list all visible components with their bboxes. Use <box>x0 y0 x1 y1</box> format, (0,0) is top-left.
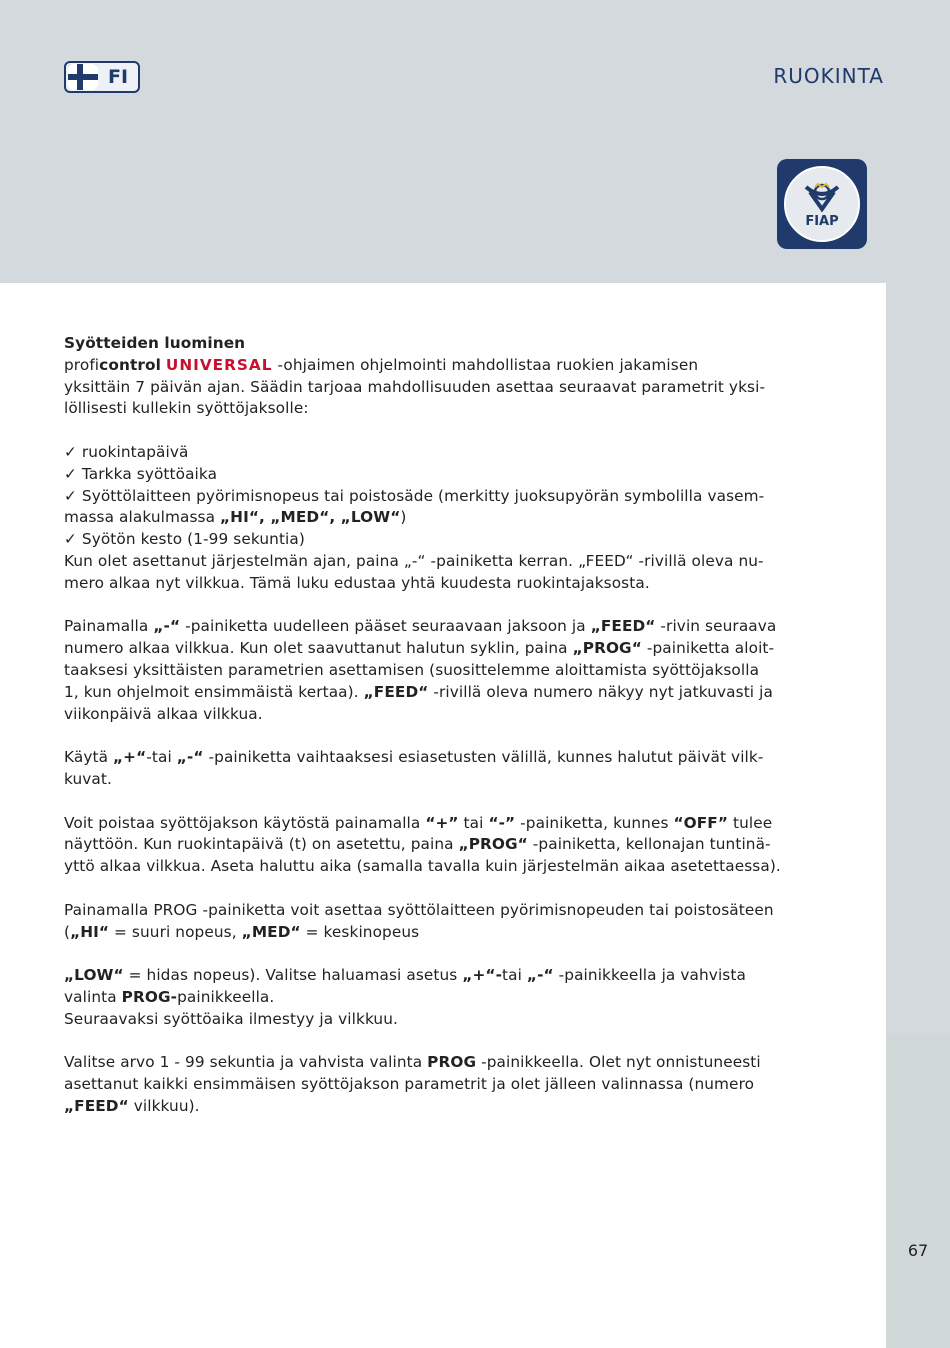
key-label: „PROG“ <box>572 639 642 658</box>
key-label: „-“ <box>526 966 554 985</box>
intro-line-2: yksittäin 7 päivän ajan. Säädin tarjoaa mahdollisuuden asettaa seuraavat parametrit yksi- <box>64 377 766 396</box>
paragraph-2-line-4 <box>64 682 870 704</box>
paragraph-7-line-3 <box>64 1096 870 1118</box>
paragraph-6-line-1 <box>64 965 870 987</box>
key-label: “-” <box>488 813 516 832</box>
brand-prefix: profi <box>64 355 100 374</box>
key-label: „FEED“ <box>363 682 429 701</box>
text: = keskinopeus <box>300 922 420 941</box>
key-label: PROG- <box>121 987 178 1006</box>
key-label: PROG <box>427 1053 477 1072</box>
section-title: RUOKINTA <box>773 64 884 88</box>
paragraph-5-line-2 <box>64 922 870 944</box>
check-item <box>64 442 870 464</box>
key-label: „PROG“ <box>458 835 528 854</box>
paragraph-4-line-2 <box>64 834 870 856</box>
paragraph-2-line-3: taaksesi yksittäisten parametrien asettamisen (suosittelemme aloittamista syöttöjaksolla <box>64 660 760 679</box>
key-label: “OFF” <box>673 813 729 832</box>
text: ) <box>400 508 407 527</box>
text: vilkkuu). <box>128 1096 200 1115</box>
check-item <box>64 486 870 508</box>
text: -rivin seuraava <box>655 617 777 636</box>
key-label: „MED“ <box>241 922 301 941</box>
paragraph-1-line-1: Kun olet asettanut järjestelmän ajan, paina „-“ -painiketta kerran. „FEED“ -rivillä oleva nu- <box>64 551 764 570</box>
language-badge <box>64 61 140 93</box>
speed-labels: „HI“, „MED“, „LOW“ <box>220 508 401 527</box>
paragraph-2-line-2 <box>64 638 870 660</box>
intro-line-3: löllisesti kullekin syöttöjaksolle: <box>64 399 309 418</box>
text: ( <box>64 922 71 941</box>
text: valinta <box>64 987 122 1006</box>
logo-text: FIAP <box>805 214 839 229</box>
section-heading: Syötteiden luominen <box>64 334 246 352</box>
paragraph-7-line-1 <box>64 1052 870 1074</box>
text: -painikkeella ja vahvista <box>553 966 746 985</box>
brand-control: control <box>99 355 161 374</box>
fiap-logo-icon <box>777 159 867 249</box>
paragraph-1-line-2: mero alkaa nyt vilkkua. Tämä luku edustaa yhtä kuudesta ruokintajaksosta. <box>64 573 650 592</box>
paragraph-6-line-3: Seuraavaksi syöttöaika ilmestyy ja vilkkuu. <box>64 1009 398 1028</box>
check-item <box>64 464 870 486</box>
right-side-strip-lower <box>886 1035 950 1348</box>
paragraph-7-line-2: asettanut kaikki ensimmäisen syöttöjakson parametrit ja olet jälleen valinnassa (numero <box>64 1075 755 1094</box>
text: -painiketta vaihtaaksesi esiasetusten välillä, kunnes halutut päivät vilk- <box>203 748 764 767</box>
check-item-text: Syöttölaitteen pyörimisnopeus tai poistosäde (merkitty juoksupyörän symbolilla vasem- <box>81 486 765 505</box>
text: massa alakulmassa <box>64 508 221 527</box>
text: tai <box>458 813 489 832</box>
language-code: FI <box>108 66 129 88</box>
intro-rest: -ohjaimen ohjelmointi mahdollistaa ruokien jakamisen <box>272 355 699 374</box>
paragraph-4-line-3: yttö alkaa vilkkua. Aseta haluttu aika (samalla tavalla kuin järjestelmän aikaa asetettaessa). <box>64 857 781 876</box>
paragraph-2-line-1 <box>64 616 870 638</box>
key-label: “+” <box>425 813 459 832</box>
text: numero alkaa vilkkua. Kun olet saavuttanut halutun syklin, paina <box>64 639 573 658</box>
text: 1, kun ohjelmoit ensimmäistä kertaa). <box>64 682 364 701</box>
key-label: „HI“ <box>70 922 110 941</box>
text: -painikkeella. Olet nyt onnistuneesti <box>476 1053 761 1072</box>
key-label: „-“ <box>176 748 204 767</box>
page-number: 67 <box>907 1241 929 1260</box>
text: -painiketta aloit- <box>641 639 775 658</box>
text: Käytä <box>64 748 114 767</box>
intro-line-1 <box>64 355 870 377</box>
paragraph-5-line-1: Painamalla PROG -painiketta voit asettaa syöttölaitteen pyörimisnopeuden tai poistosäteen <box>64 900 774 919</box>
check-item-continued <box>64 507 870 529</box>
key-label: „FEED“ <box>590 617 656 636</box>
text: -tai <box>146 748 177 767</box>
text: näyttöön. Kun ruokintapäivä (t) on asetettu, paina <box>64 835 459 854</box>
paragraph-3-line-1 <box>64 747 870 769</box>
text: Valitse arvo 1 - 99 sekuntia ja vahvista valinta <box>64 1053 428 1072</box>
paragraph-4-line-1 <box>64 813 870 835</box>
paragraph-6-line-2 <box>64 987 870 1009</box>
key-label: „FEED“ <box>64 1096 129 1115</box>
text: Voit poistaa syöttöjakson käytöstä painamalla <box>64 813 426 832</box>
text: -rivillä oleva numero näkyy nyt jatkuvasti ja <box>428 682 773 701</box>
text: painikkeella. <box>177 987 275 1006</box>
paragraph-3-line-2: kuvat. <box>64 769 112 788</box>
main-content <box>64 333 870 1118</box>
key-label: „+“- <box>462 966 503 985</box>
text: = suuri nopeus, <box>109 922 242 941</box>
finland-flag-icon <box>68 64 98 90</box>
brand-model: UNIVERSAL <box>165 355 273 374</box>
key-label: „+“ <box>113 748 147 767</box>
check-item-text: Syötön kesto (1-99 sekuntia) <box>81 530 305 549</box>
text: = hidas nopeus). Valitse haluamasi asetus <box>123 966 463 985</box>
key-label: „-“ <box>153 617 181 636</box>
check-item-text: ruokintapäivä <box>81 442 189 461</box>
text: Painamalla <box>64 617 154 636</box>
text: -painiketta uudelleen pääset seuraavaan jaksoon ja <box>180 617 591 636</box>
key-label: „LOW“ <box>64 966 124 985</box>
text: tai <box>502 966 527 985</box>
check-item-text: Tarkka syöttöaika <box>81 464 218 483</box>
text: tulee <box>728 813 773 832</box>
paragraph-2-line-5: viikonpäivä alkaa vilkkua. <box>64 704 263 723</box>
text: -painiketta, kunnes <box>515 813 674 832</box>
text: -painiketta, kellonajan tuntinä- <box>527 835 771 854</box>
check-item <box>64 529 870 551</box>
